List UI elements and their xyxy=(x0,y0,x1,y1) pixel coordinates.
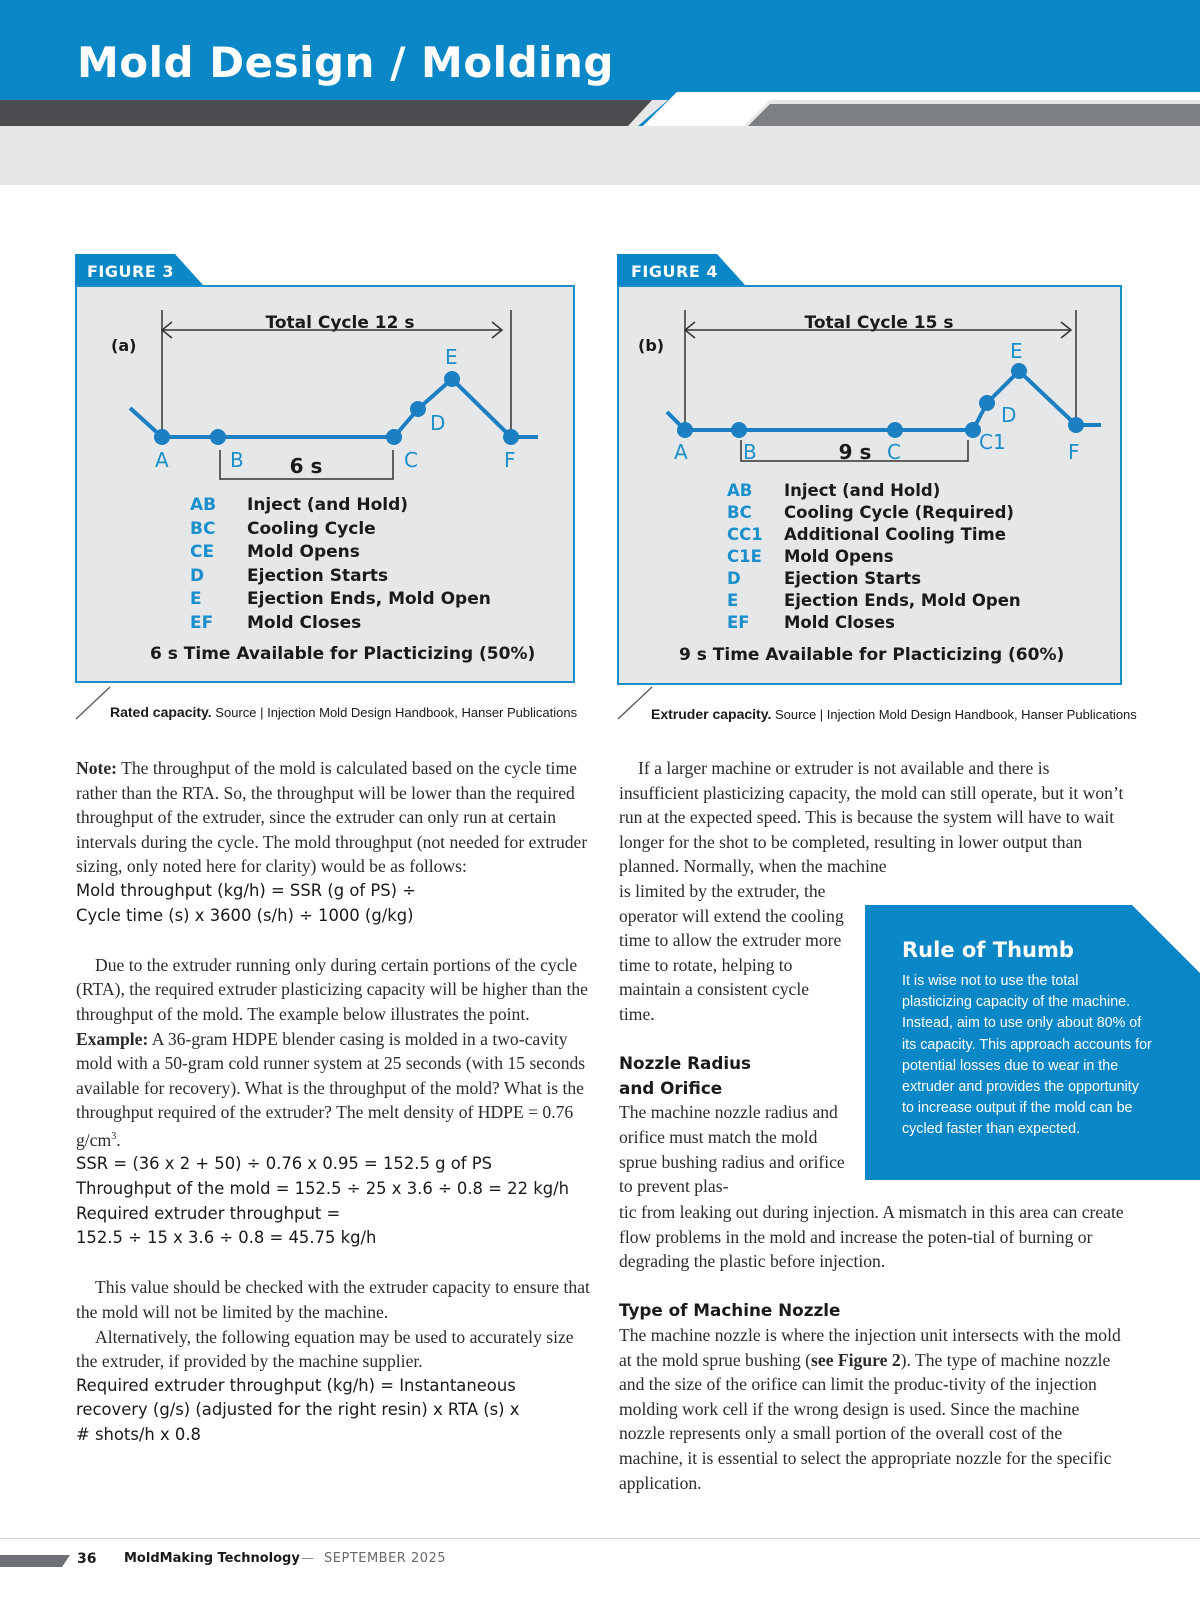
figure-4-point-b xyxy=(731,422,747,438)
page-header xyxy=(0,0,1200,185)
legend-row xyxy=(727,480,1021,502)
figure-3-point-b xyxy=(210,429,226,445)
note-text: The throughput of the mold is calculated based on the cycle time rather than the RTA. So, the throughput will be lower than the required throughput of the extruder, since the extruder can only run at certain intervals during the cycle. The mold throughput (not needed for extruder sizing, only noted here for clarity) would be as follows: xyxy=(76,758,588,877)
figure-4-total-label: Total Cycle 15 s xyxy=(804,313,954,333)
figure-3-diagram xyxy=(75,285,575,485)
body-paragraph: is limited by the extruder, the operator will extend the cooling time to allow the extruder more time to rotate, helping to maintain a consistent cycle time. xyxy=(619,881,844,1024)
legend-code: CE xyxy=(190,542,215,562)
section-heading: Nozzle Radius xyxy=(619,1053,752,1074)
legend-text: Cooling Cycle (Required) xyxy=(784,503,1014,522)
figure-4-label-c: C xyxy=(887,440,901,464)
body-paragraph: If a larger machine or extruder is not available and there is insufficient plasticizing capacity, the mold can still operate, but it won’t run at the expected speed. This is because the system will have to wait longer for the shot to be completed, resulting in lower output than planned. Normally, when the machine xyxy=(619,758,1124,877)
legend-text: Ejection Starts xyxy=(247,565,389,586)
example-end: . xyxy=(116,1129,121,1150)
legend-row xyxy=(190,494,491,518)
figure-4-span-label: 9 s xyxy=(838,440,872,464)
legend-text: Mold Opens xyxy=(784,547,894,566)
legend-code: BC xyxy=(727,503,752,522)
legend-text: Mold Opens xyxy=(247,542,360,562)
right-column-top xyxy=(619,756,1126,879)
example-superscript: 3 xyxy=(111,1130,117,1142)
legend-code: AB xyxy=(727,481,753,500)
figure-3-span-label: 6 s xyxy=(289,454,323,478)
section-heading: and Orifice xyxy=(619,1077,723,1098)
caption-slash-icon xyxy=(617,686,653,720)
legend-row xyxy=(727,502,1021,524)
legend-code: BC xyxy=(190,518,216,539)
figure-4-note: 9 s Time Available for Placticizing (60%) xyxy=(679,645,1065,665)
figure-3-legend xyxy=(190,494,491,635)
equation-line: Cycle time (s) x 3600 (s/h) ÷ 1000 (g/kg) xyxy=(76,905,414,925)
right-column-narrow xyxy=(619,879,847,1199)
figure-3-label-a: A xyxy=(155,448,169,472)
legend-row xyxy=(190,588,491,612)
figure-3-caption-title: Rated capacity. xyxy=(110,704,212,720)
example-text: A 36-gram HDPE blender casing is molded in a two-cavity mold with a 50-gram cold runner system at 25 seconds (with 15 seconds available for recovery). What is the throughput of the mold? What is the throughput required of the extruder? The melt density of HDPE = 0.76 g/cm xyxy=(76,1028,586,1150)
legend-code: EF xyxy=(190,612,214,633)
figure-3-caption-source: Source | Injection Mold Design Handbook, Hanser Publications xyxy=(215,705,578,720)
figure-4-legend xyxy=(727,480,1021,634)
calculation-line: 152.5 ÷ 15 x 3.6 ÷ 0.8 = 45.75 kg/h xyxy=(76,1228,377,1248)
figure-3-point-d xyxy=(410,401,426,417)
calculation-line: Required extruder throughput = xyxy=(76,1203,341,1223)
figure-reference: see Figure 2 xyxy=(811,1349,901,1370)
figure-4-point-c xyxy=(887,422,903,438)
legend-code: D xyxy=(727,569,741,588)
figure-3-point-e xyxy=(444,371,460,387)
figure-3-total-label: Total Cycle 12 s xyxy=(265,313,415,333)
figure-4-label-b: B xyxy=(743,440,757,464)
legend-text: Ejection Ends, Mold Open xyxy=(784,591,1021,610)
legend-row xyxy=(190,612,491,636)
left-column xyxy=(76,756,596,1447)
caption-slash-icon xyxy=(75,686,111,720)
legend-code: E xyxy=(190,589,202,609)
example-paragraph xyxy=(76,1027,596,1153)
body-paragraph: tic from leaking out during injection. A mismatch in this area can create flow problems in the mold and increase the poten-tial of burning or degrading the plastic before injection. xyxy=(619,1202,1124,1272)
calculation-line: SSR = (36 x 2 + 50) ÷ 0.76 x 0.95 = 152.5 g of PS xyxy=(76,1154,493,1174)
figure-3-label-c: C xyxy=(404,448,418,472)
legend-code: CC1 xyxy=(727,525,763,544)
body-paragraph: Due to the extruder running only during certain portions of the cycle (RTA), the required extruder plasticizing capacity will be higher than the throughput of the mold. The example below illustrates the point. xyxy=(76,954,588,1024)
legend-row xyxy=(190,518,491,542)
legend-code: D xyxy=(190,565,205,586)
nozzle-text-end: ). The type of machine nozzle and the size of the orifice can limit the produc-tivity of the injection molding work cell if the wrong design is used. Since the machine nozzle represents only a small portion of the overall cost of the machine, it is essential to select the appropriate nozzle for the specific application. xyxy=(619,1349,1112,1493)
figure-4-caption-title: Extruder capacity. xyxy=(651,706,772,722)
legend-text: Mold Closes xyxy=(784,613,895,632)
page-number: 36 xyxy=(77,1551,97,1567)
figure-3-label-f: F xyxy=(504,448,516,472)
figure-3-label-d: D xyxy=(430,411,446,435)
legend-text: Inject (and Hold) xyxy=(247,495,409,515)
figure-4-label-e: E xyxy=(1010,339,1023,363)
figure-4-point-e xyxy=(1011,363,1027,379)
legend-row xyxy=(727,590,1021,612)
legend-row xyxy=(727,546,1021,568)
body-paragraph: The machine nozzle radius and orifice must match the mold sprue bushing radius and orifice to prevent plas- xyxy=(619,1102,845,1197)
equation-line: recovery (g/s) (adjusted for the right resin) x RTA (s) x xyxy=(76,1400,520,1420)
legend-text: Cooling Cycle xyxy=(247,518,376,539)
figure-4-label-d: D xyxy=(1001,403,1017,427)
figure-4-panel-label: (b) xyxy=(638,336,665,355)
legend-code: EF xyxy=(727,613,750,632)
figure-3-point-f xyxy=(503,429,519,445)
note-paragraph xyxy=(76,756,596,879)
page-footer xyxy=(0,1538,1200,1600)
legend-text: Additional Cooling Time xyxy=(784,525,1006,544)
nozzle-text: The machine nozzle is where the injection unit intersects with the mold at the mold sprue bushing ( xyxy=(619,1324,1121,1370)
footer-brand: MoldMaking Technology xyxy=(124,1551,300,1566)
legend-text: Inject (and Hold) xyxy=(784,481,941,500)
figure-3-panel-label: (a) xyxy=(111,336,137,355)
rule-of-thumb-text: It is wise not to use the total plasticizing capacity of the machine. Instead, aim to use only about 80% of its capacity. This approach accounts for potential losses due to wear in the extruder and provides the opportunity to increase output if the mold can be cycled faster than expected. xyxy=(902,973,1152,1138)
section-heading: Type of Machine Nozzle xyxy=(619,1300,841,1321)
figure-4-point-f xyxy=(1068,417,1084,433)
body-paragraph: This value should be checked with the extruder capacity to ensure that the mold will not be limited by the machine. xyxy=(76,1277,590,1322)
legend-row xyxy=(190,541,491,565)
legend-row xyxy=(727,524,1021,546)
figure-4-label-a: A xyxy=(674,440,688,464)
footer-date: SEPTEMBER 2025 xyxy=(324,1551,447,1566)
equation-line: # shots/h x 0.8 xyxy=(76,1424,201,1444)
figure-4-label-c1: C1 xyxy=(979,430,1006,454)
figure-4-diagram xyxy=(617,285,1122,485)
legend-row xyxy=(190,565,491,589)
calculation-line: Throughput of the mold = 152.5 ÷ 25 x 3.6 ÷ 0.8 = 22 kg/h xyxy=(76,1178,570,1198)
legend-text: Ejection Ends, Mold Open xyxy=(247,589,491,609)
legend-code: E xyxy=(727,591,739,610)
legend-text: Ejection Starts xyxy=(784,569,922,588)
page-title: Mold Design / Molding xyxy=(77,38,614,87)
right-column-bottom xyxy=(619,1200,1127,1495)
figure-3-note: 6 s Time Available for Placticizing (50%) xyxy=(150,644,536,664)
body-paragraph xyxy=(619,1323,1127,1495)
legend-code: C1E xyxy=(727,547,762,566)
figure-3-point-c xyxy=(386,429,402,445)
note-label: Note: xyxy=(76,758,118,778)
figure-4-label-f: F xyxy=(1068,440,1080,464)
figure-4-tab: FIGURE 4 xyxy=(631,262,718,281)
legend-row xyxy=(727,568,1021,590)
figure-3-caption xyxy=(110,704,577,720)
equation-line: Required extruder throughput (kg/h) = Instantaneous xyxy=(76,1375,516,1395)
example-label: Example: xyxy=(76,1028,149,1049)
footer-dash: — xyxy=(301,1551,314,1566)
figure-3-tab: FIGURE 3 xyxy=(87,262,174,281)
figure-4-point-d xyxy=(979,395,995,411)
legend-row xyxy=(727,612,1021,634)
footer-bar xyxy=(0,1555,72,1569)
figure-3-point-a xyxy=(154,429,170,445)
legend-code: AB xyxy=(190,495,217,515)
equation-line: Mold throughput (kg/h) = SSR (g of PS) ÷ xyxy=(76,880,416,900)
legend-text: Mold Closes xyxy=(247,612,362,633)
rule-of-thumb-title: Rule of Thumb xyxy=(902,938,1074,962)
body-paragraph: Alternatively, the following equation may be used to accurately size the extruder, if provided by the machine supplier. xyxy=(76,1326,574,1372)
figure-4-caption xyxy=(651,706,1137,722)
header-graphic xyxy=(0,0,1200,185)
figure-3-label-b: B xyxy=(230,448,244,472)
figure-4-point-a xyxy=(677,422,693,438)
figure-3-label-e: E xyxy=(445,345,458,369)
figure-4-caption-source: Source | Injection Mold Design Handbook, Hanser Publications xyxy=(774,707,1137,722)
